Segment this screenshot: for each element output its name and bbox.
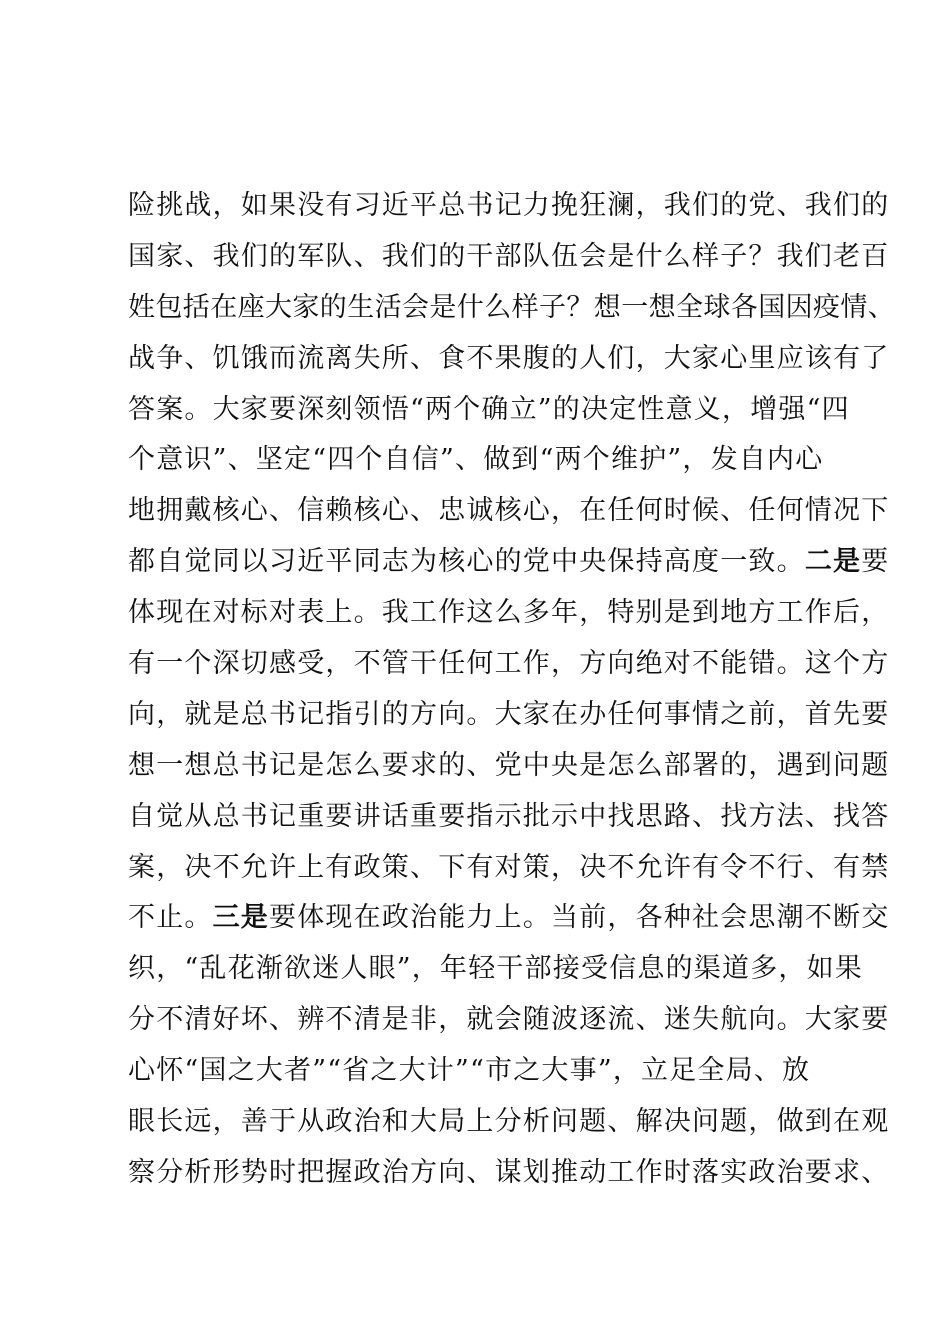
emphasis-label: 二是	[804, 546, 862, 578]
text-line: 心怀“国之大者”“省之大计”“市之大事”，立足全局、放	[128, 1055, 811, 1087]
text-line: 地拥戴核心、信赖核心、忠诚核心，在任何时候、任何情况下	[128, 495, 890, 527]
text-line: 个意识”、坚定“四个自信”、做到“两个维护”，发自内心	[128, 444, 824, 476]
text-line: 答案。大家要深刻领悟“两个确立”的决定性意义，增强“四	[128, 393, 850, 425]
text-segment: 不止。	[128, 902, 213, 934]
text-line: 险挑战，如果没有习近平总书记力挽狂澜，我们的党、我们的	[128, 190, 890, 221]
text-segment: 都自觉同以习近平同志为核心的党中央保持高度一致。	[128, 546, 805, 578]
text-segment: 要	[861, 546, 890, 578]
text-line	[128, 537, 890, 588]
text-segment: 要体现在政治能力上。当前，各种社会思潮不断交	[269, 902, 890, 934]
body-text	[128, 181, 896, 1199]
text-line: 眼长远，善于从政治和大局上分析问题、解决问题，做到在观	[128, 1106, 890, 1138]
text-line: 国家、我们的军队、我们的干部队伍会是什么样子？我们老百	[128, 240, 890, 272]
text-line: 想一想总书记是怎么要求的、党中央是怎么部署的，遇到问题	[128, 749, 890, 781]
text-line	[128, 893, 890, 944]
text-line: 自觉从总书记重要讲话重要指示批示中找思路、找方法、找答	[128, 800, 890, 832]
text-line: 织，“乱花渐欲迷人眼”，年轻干部接受信息的渠道多，如果	[128, 953, 864, 985]
text-line: 战争、饥饿而流离失所、食不果腹的人们，大家心里应该有了	[128, 342, 890, 374]
emphasis-label: 三是	[212, 902, 270, 934]
text-line: 体现在对标对表上。我工作这么多年，特别是到地方工作后，	[128, 597, 890, 629]
text-line: 向，就是总书记指引的方向。大家在办任何事情之前，首先要	[128, 698, 890, 730]
text-line: 有一个深切感受，不管干任何工作，方向绝对不能错。这个方	[128, 648, 890, 680]
text-line: 察分析形势时把握政治方向、谋划推动工作时落实政治要求、	[128, 1156, 890, 1188]
text-line: 分不清好坏、辨不清是非，就会随波逐流、迷失航向。大家要	[128, 1004, 890, 1036]
text-line: 案，决不允许上有政策、下有对策，决不允许有令不行、有禁	[128, 851, 890, 883]
text-line: 姓包括在座大家的生活会是什么样子？想一想全球各国因疫情、	[128, 291, 896, 323]
